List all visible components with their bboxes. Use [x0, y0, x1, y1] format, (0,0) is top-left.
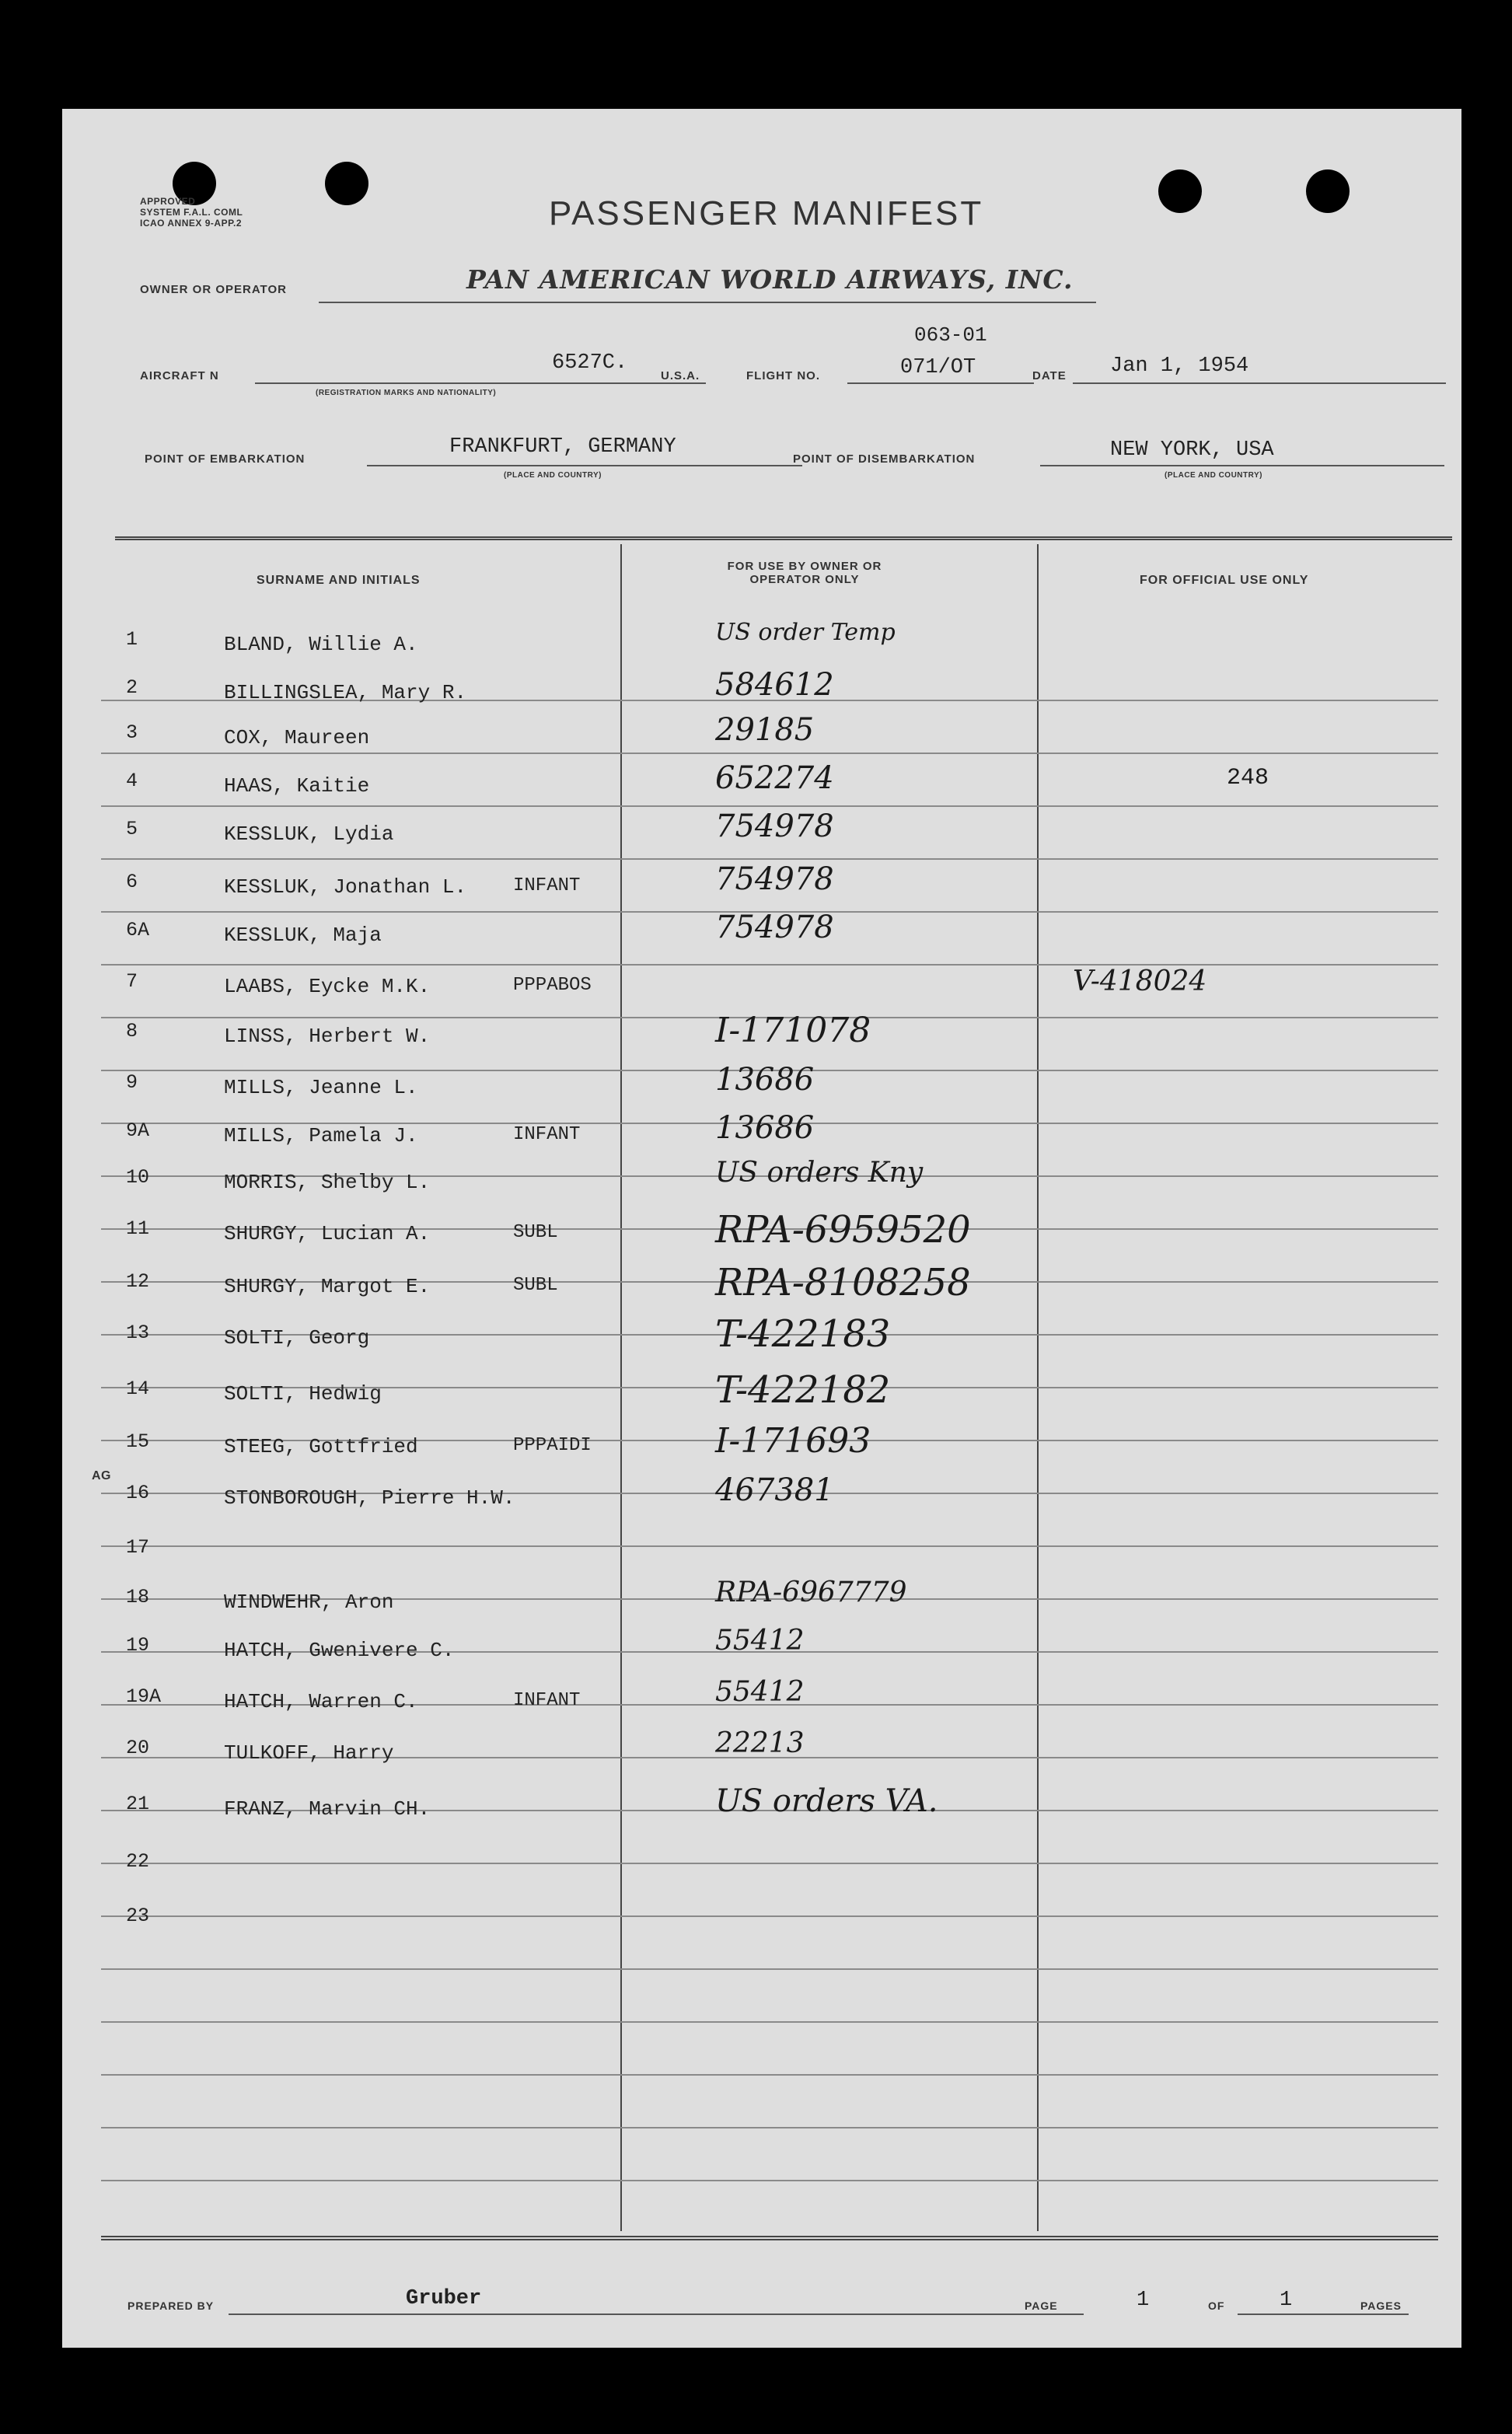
- row-number: 20: [126, 1737, 150, 1759]
- passenger-note: SUBL: [513, 1222, 558, 1243]
- usa-label: U.S.A.: [661, 369, 700, 382]
- passenger-name: SHURGY, Lucian A.: [224, 1222, 431, 1245]
- owner-entry: 652274: [715, 760, 834, 796]
- row-number: 19A: [126, 1685, 162, 1708]
- passenger-name: MORRIS, Shelby L.: [224, 1171, 431, 1194]
- owner-entry: 584612: [715, 667, 834, 703]
- date-value: Jan 1, 1954: [1110, 354, 1249, 378]
- owner-entry: 754978: [715, 861, 834, 897]
- passenger-name: MILLS, Jeanne L.: [224, 1076, 418, 1099]
- flight-label: FLIGHT NO.: [746, 369, 820, 382]
- passenger-name: HATCH, Gwenivere C.: [224, 1639, 455, 1662]
- owner-entry: RPA-6959520: [715, 1208, 971, 1252]
- owner-entry: 55412: [715, 1676, 805, 1708]
- row-number: 14: [126, 1378, 150, 1400]
- place-caption: (PLACE AND COUNTRY): [1165, 471, 1262, 480]
- passenger-name: FRANZ, Marvin CH.: [224, 1797, 431, 1821]
- row-number: 7: [126, 970, 138, 993]
- table-row: [62, 1421, 1461, 1477]
- table-row: [62, 1312, 1461, 1368]
- prepared-value: Gruber: [406, 2287, 482, 2310]
- owner-entry: 22213: [715, 1727, 805, 1759]
- owner-entry: US orders VA.: [715, 1783, 938, 1819]
- punch-hole: [1306, 169, 1350, 213]
- owner-entry: I-171078: [715, 1011, 871, 1050]
- column-header-surname: SURNAME AND INITIALS: [257, 574, 421, 587]
- row-number: 10: [126, 1166, 150, 1189]
- row-number: 22: [126, 1850, 150, 1873]
- passenger-note: PPPABOS: [513, 975, 592, 996]
- owner-entry: 13686: [715, 1062, 815, 1098]
- row-number: 3: [126, 721, 138, 744]
- row-number: 11: [126, 1217, 150, 1240]
- passenger-name: STONBOROUGH, Pierre H.W.: [224, 1486, 515, 1510]
- row-number: 19: [126, 1634, 150, 1657]
- passenger-name: HAAS, Kaitie: [224, 774, 370, 798]
- table-row: [62, 1850, 1461, 1897]
- registration-caption: (REGISTRATION MARKS AND NATIONALITY): [316, 389, 497, 397]
- passenger-name: KESSLUK, Lydia: [224, 822, 394, 846]
- passenger-note: INFANT: [513, 1124, 581, 1145]
- approval-line: APPROVED: [140, 196, 196, 207]
- row-number: 6A: [126, 919, 150, 941]
- page-value: 1: [1137, 2289, 1150, 2312]
- row-number: 6: [126, 871, 138, 893]
- manifest-sheet: [62, 109, 1461, 2348]
- passenger-name: LAABS, Eycke M.K.: [224, 975, 431, 998]
- passenger-name: COX, Maureen: [224, 726, 370, 749]
- owner-entry: RPA-6967779: [715, 1577, 907, 1608]
- margin-mark: AG: [92, 1469, 111, 1482]
- aircraft-label: AIRCRAFT N: [140, 369, 219, 382]
- column-header-owner: FOR USE BY OWNER OR OPERATOR ONLY: [727, 560, 882, 586]
- flight-value: 071/OT: [900, 356, 976, 379]
- row-number: 23: [126, 1905, 150, 1927]
- row-number: 9: [126, 1071, 138, 1094]
- passenger-name: SOLTI, Georg: [224, 1326, 370, 1350]
- owner-entry: I-171693: [715, 1421, 871, 1461]
- prepared-label: PREPARED BY: [127, 2300, 215, 2312]
- passenger-note: INFANT: [513, 875, 581, 896]
- table-row: [62, 966, 1461, 1017]
- row-number: 13: [126, 1322, 150, 1344]
- row-number: 2: [126, 676, 138, 699]
- passenger-note: INFANT: [513, 1690, 581, 1711]
- owner-entry: 754978: [715, 808, 834, 844]
- disembarkation-value: NEW YORK, USA: [1110, 438, 1274, 462]
- operator-name: PAN AMERICAN WORLD AIRWAYS, INC.: [466, 264, 1074, 295]
- table-row: [62, 1905, 1461, 1951]
- owner-entry: US order Temp: [715, 619, 896, 646]
- pages-label: PAGES: [1360, 2300, 1402, 2312]
- row-number: 21: [126, 1793, 150, 1815]
- table-row: [62, 1208, 1461, 1264]
- page-label: PAGE: [1025, 2300, 1058, 2312]
- passenger-name: BLAND, Willie A.: [224, 633, 418, 656]
- table-row: [62, 910, 1461, 966]
- row-number: 17: [126, 1536, 150, 1559]
- passenger-name: LINSS, Herbert W.: [224, 1025, 431, 1048]
- passenger-name: HATCH, Warren C.: [224, 1690, 418, 1713]
- row-number: 15: [126, 1430, 150, 1453]
- page-title: PASSENGER MANIFEST: [549, 194, 984, 232]
- passenger-name: KESSLUK, Maja: [224, 924, 382, 947]
- passenger-note: PPPAIDI: [513, 1435, 592, 1456]
- embarkation-value: FRANKFURT, GERMANY: [449, 435, 676, 459]
- official-entry: 248: [1227, 765, 1269, 791]
- row-number: 9A: [126, 1119, 150, 1142]
- passenger-name: STEEG, Gottfried: [224, 1435, 418, 1458]
- row-number: 16: [126, 1482, 150, 1504]
- approval-line: ICAO ANNEX 9-APP.2: [140, 218, 243, 229]
- owner-entry: 467381: [715, 1472, 834, 1508]
- passenger-name: SOLTI, Hedwig: [224, 1382, 382, 1406]
- of-value: 1: [1280, 2289, 1293, 2312]
- passenger-name: BILLINGSLEA, Mary R.: [224, 681, 467, 704]
- passenger-name: TULKOFF, Harry: [224, 1741, 394, 1765]
- row-number: 5: [126, 818, 138, 840]
- owner-entry: 29185: [715, 712, 815, 748]
- table-row: [62, 1368, 1461, 1424]
- place-caption: (PLACE AND COUNTRY): [504, 471, 602, 480]
- owner-entry: T-422182: [715, 1368, 891, 1412]
- embarkation-label: POINT OF EMBARKATION: [145, 452, 306, 466]
- owner-entry: 55412: [715, 1625, 805, 1657]
- owner-entry: RPA-8108258: [715, 1261, 971, 1304]
- table-row: [62, 1536, 1461, 1583]
- date-label: DATE: [1032, 369, 1067, 382]
- punch-hole: [325, 162, 368, 205]
- punch-hole: [1158, 169, 1202, 213]
- owner-entry: US orders Kny: [715, 1157, 924, 1189]
- row-number: 18: [126, 1586, 150, 1608]
- of-label: OF: [1208, 2300, 1225, 2312]
- passenger-name: KESSLUK, Jonathan L.: [224, 875, 467, 899]
- table-row: [62, 1261, 1461, 1317]
- owner-entry: 13686: [715, 1110, 815, 1146]
- table-row: [62, 1676, 1461, 1732]
- row-number: 4: [126, 770, 138, 792]
- table-row: [62, 1011, 1461, 1067]
- disembarkation-label: POINT OF DISEMBARKATION: [793, 452, 976, 466]
- row-number: 12: [126, 1270, 150, 1293]
- official-entry: V-418024: [1073, 966, 1207, 997]
- table-row: [62, 808, 1461, 864]
- passenger-name: SHURGY, Margot E.: [224, 1275, 431, 1298]
- passenger-note: SUBL: [513, 1275, 558, 1296]
- owner-label: OWNER OR OPERATOR: [140, 283, 287, 296]
- row-number: 1: [126, 628, 138, 651]
- table-row: [62, 1625, 1461, 1681]
- passenger-name: WINDWEHR, Aron: [224, 1591, 394, 1614]
- passenger-name: MILLS, Pamela J.: [224, 1124, 418, 1147]
- table-row: [62, 1727, 1461, 1783]
- approval-line: SYSTEM F.A.L. COML: [140, 207, 243, 218]
- table-row: [62, 1783, 1461, 1839]
- owner-entry: T-422183: [715, 1312, 891, 1356]
- column-header-official: FOR OFFICIAL USE ONLY: [1140, 574, 1309, 587]
- table-row: [62, 1157, 1461, 1213]
- row-number: 8: [126, 1020, 138, 1042]
- owner-entry: 754978: [715, 910, 834, 945]
- flight-annotation: 063-01: [914, 323, 987, 347]
- aircraft-value: 6527C.: [552, 351, 628, 375]
